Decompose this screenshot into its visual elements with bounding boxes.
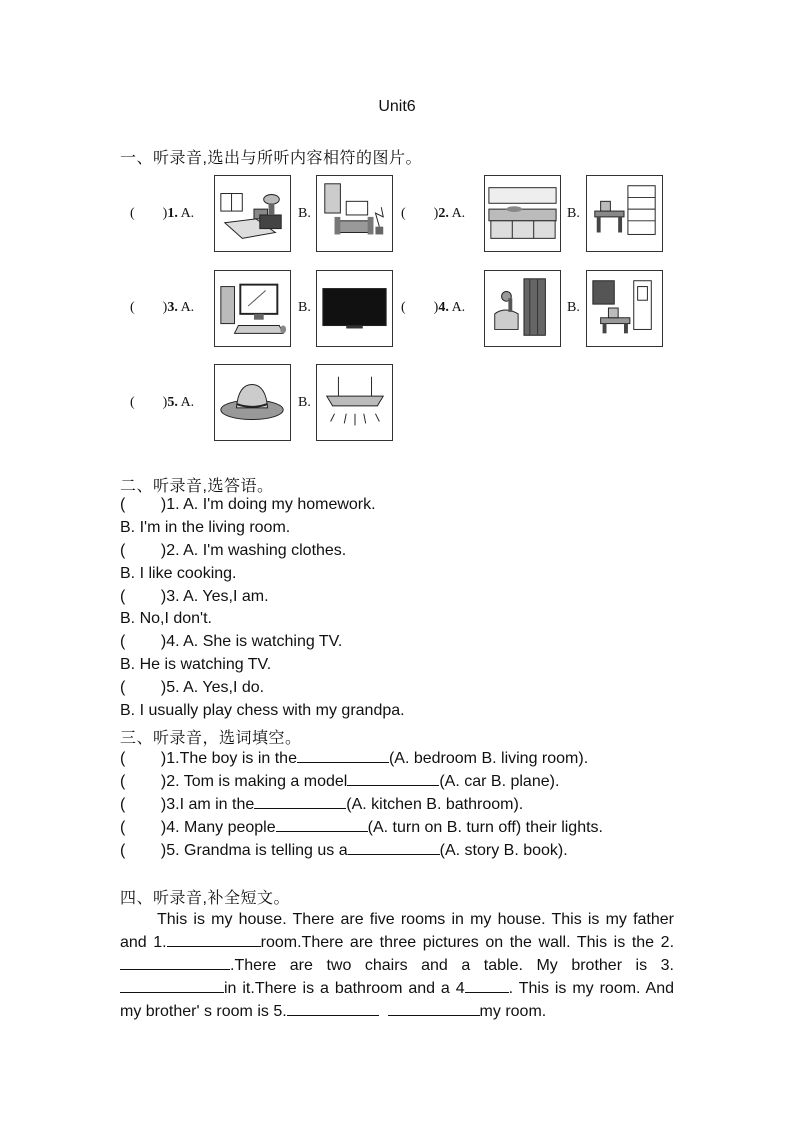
listen-answer-line: B. I'm in the living room. <box>120 519 291 536</box>
fill-blank-item: ( )1.The boy is in the (A. bedroom B. living room). <box>120 750 589 767</box>
living-room-illustration[interactable] <box>316 175 393 252</box>
listen-answer-line: B. No,I don't. <box>120 610 212 627</box>
listen-answer-line: B. He is watching TV. <box>120 656 272 673</box>
answer-blank[interactable] <box>347 771 439 786</box>
section-1-heading: 一、听录音,选出与所听内容相符的图片。 <box>120 150 422 167</box>
question-3-label: ( )3. A. <box>130 300 195 315</box>
fill-blank-item: ( )5. Grandma is telling us a (A. story B. book). <box>120 842 568 859</box>
fill-blank-item: ( )3.I am in the (A. kitchen B. bathroom). <box>120 796 524 813</box>
passage-blank-1[interactable] <box>167 932 261 947</box>
hat-illustration[interactable] <box>214 364 291 441</box>
question-2-option-b-label: B. <box>567 206 580 221</box>
question-5-option-b-label: B. <box>298 395 311 410</box>
question-4-option-b-label: B. <box>567 300 580 315</box>
listen-answer-line: ( )2. A. I'm washing clothes. <box>120 542 347 559</box>
passage: This is my house. There are five rooms in my house. This is my father and 1. room.There are three pictures on the wall. This is the 2..There are two chairs and a table. My brother is 3.in it.There is a bathroom and a 4 . This is my room. And my brother' s room is 5. my room. <box>120 911 675 1020</box>
question-5-label: ( )5. A. <box>130 395 195 410</box>
listen-answer-line: ( )5. A. Yes,I do. <box>120 679 265 696</box>
listen-answer-line: B. I usually play chess with my grandpa. <box>120 702 405 719</box>
listen-answer-line: ( )4. A. She is watching TV. <box>120 633 343 650</box>
passage-blank-5a[interactable] <box>287 1001 379 1016</box>
fill-blank-item: ( )4. Many people (A. turn on B. turn off) their lights. <box>120 819 603 836</box>
kitchen-illustration[interactable] <box>484 175 561 252</box>
section-3-heading: 三、听录音，选词填空。 <box>120 730 302 747</box>
section-2-heading: 二、听录音,选答语。 <box>120 478 274 495</box>
computer-illustration[interactable] <box>214 270 291 347</box>
answer-blank[interactable] <box>297 748 389 763</box>
passage-blank-2[interactable] <box>120 955 230 970</box>
listen-answer-line: ( )1. A. I'm doing my homework. <box>120 496 376 513</box>
question-1-label: ( )1. A. <box>130 206 195 221</box>
bathroom-illustration[interactable] <box>484 270 561 347</box>
page-title: Unit6 <box>378 98 416 115</box>
passage-blank-3[interactable] <box>120 978 224 993</box>
bedroom-illustration[interactable] <box>214 175 291 252</box>
question-3-option-b-label: B. <box>298 300 311 315</box>
lamp-illustration[interactable] <box>316 364 393 441</box>
tv-illustration[interactable] <box>316 270 393 347</box>
answer-blank[interactable] <box>348 840 440 855</box>
question-2-label: ( )2. A. <box>401 206 466 221</box>
listen-answer-line: ( )3. A. Yes,I am. <box>120 588 269 605</box>
question-1-option-b-label: B. <box>298 206 311 221</box>
question-4-label: ( )4. A. <box>401 300 466 315</box>
fill-blank-item: ( )2. Tom is making a model (A. car B. plane). <box>120 773 560 790</box>
answer-blank[interactable] <box>254 794 346 809</box>
listen-answer-line: B. I like cooking. <box>120 565 237 582</box>
section-4-heading: 四、听录音,补全短文。 <box>120 890 290 907</box>
answer-blank[interactable] <box>276 817 368 832</box>
passage-blank-5b[interactable] <box>388 1001 480 1016</box>
study-room-illustration[interactable] <box>586 175 663 252</box>
room-with-desk-illustration[interactable] <box>586 270 663 347</box>
passage-blank-4[interactable] <box>465 978 509 993</box>
